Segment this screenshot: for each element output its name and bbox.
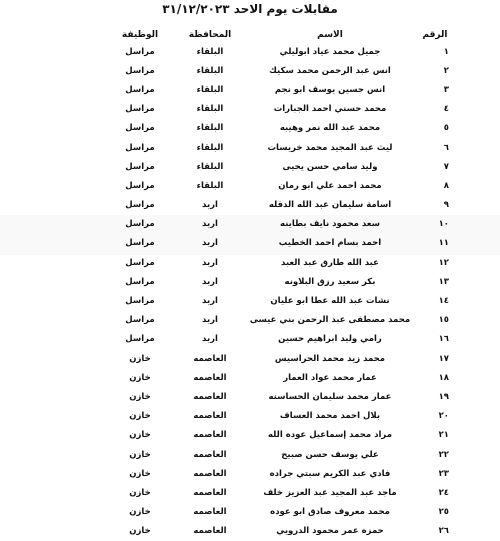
row-job: خازن <box>129 391 151 402</box>
row-job: مراسل <box>125 84 155 95</box>
row-name: احمد بسام احمد الخطيب <box>278 238 382 249</box>
table-row <box>105 138 455 157</box>
row-number: ٦ <box>443 142 449 153</box>
row-name: سعد محمود نايف بطاينه <box>280 219 380 230</box>
row-job: مراسل <box>125 46 155 57</box>
table-row <box>105 61 455 80</box>
row-job: مراسل <box>125 219 155 230</box>
row-name: محمد معروف صادق ابو عوده <box>270 507 390 518</box>
row-name: محمد مصطفى عبد الرحمن بني عيسى <box>249 315 411 326</box>
table-row <box>105 100 455 119</box>
row-governorate: البلقاء <box>196 123 224 134</box>
row-job: مراسل <box>125 180 155 191</box>
row-job: خازن <box>129 411 151 422</box>
row-number: ٣ <box>443 84 449 95</box>
row-governorate: اربد <box>202 257 218 268</box>
row-number: ١٠ <box>438 219 449 230</box>
row-governorate: العاصمه <box>193 372 227 383</box>
row-name: مراد محمد إسماعيل عوده الله <box>268 430 392 441</box>
row-governorate: البلقاء <box>196 84 224 95</box>
row-name: محمد زيد محمد الحراسيس <box>274 353 386 364</box>
row-job: مراسل <box>125 161 155 172</box>
table-row <box>105 119 455 138</box>
row-number: ١٧ <box>438 353 449 364</box>
row-number: ١٣ <box>438 276 449 287</box>
row-name: انس عبد الرحمن محمد سكيك <box>269 65 391 76</box>
table-row <box>105 464 455 483</box>
row-name: علي يوسف حسن صبيح <box>281 449 379 460</box>
row-job: مراسل <box>125 296 155 307</box>
row-governorate: العاصمه <box>193 391 227 402</box>
row-job: خازن <box>129 507 151 518</box>
row-name: بكر سعيد رزق البلاونه <box>284 276 376 287</box>
table-row <box>105 407 455 426</box>
row-name: وليد سامي حسن يحيى <box>282 161 378 172</box>
header-number: الرقم <box>422 30 448 40</box>
row-job: مراسل <box>125 334 155 345</box>
row-name: انس حسين يوسف ابو نجم <box>274 84 386 95</box>
row-number: ١٤ <box>438 296 449 307</box>
row-governorate: اربد <box>202 315 218 326</box>
row-number: ٢٤ <box>438 487 449 498</box>
row-job: مراسل <box>125 123 155 134</box>
row-governorate: اربد <box>202 276 218 287</box>
row-governorate: اربد <box>202 219 218 230</box>
table-row <box>105 42 455 61</box>
table-row <box>105 503 455 522</box>
row-number: ٢٣ <box>438 468 449 479</box>
row-name: عبد الله طارق عبد العبد <box>281 257 379 268</box>
row-governorate: اربد <box>202 296 218 307</box>
row-name: عمار محمد عواد العمار <box>283 372 377 383</box>
row-job: مراسل <box>125 238 155 249</box>
row-governorate: العاصمه <box>193 487 227 498</box>
table-row <box>105 253 455 272</box>
table-row <box>105 349 455 368</box>
row-number: ٢١ <box>438 430 449 441</box>
table-row <box>105 311 455 330</box>
table-row <box>105 291 455 310</box>
row-governorate: العاصمه <box>193 468 227 479</box>
row-number: ٩ <box>443 200 449 211</box>
row-job: خازن <box>129 526 151 537</box>
row-job: خازن <box>129 353 151 364</box>
row-number: ١٨ <box>438 372 449 383</box>
row-governorate: العاصمه <box>193 411 227 422</box>
row-number: ٢ <box>443 65 449 76</box>
row-number: ١١ <box>438 238 449 249</box>
row-number: ١٦ <box>438 334 449 345</box>
row-job: مراسل <box>125 276 155 287</box>
page-title: مقابلات يوم الاحد ٣١/١٢/٢٠٢٣ <box>162 2 338 16</box>
row-governorate: البلقاء <box>196 46 224 57</box>
table-row <box>105 426 455 445</box>
row-governorate: البلقاء <box>196 142 224 153</box>
row-name: ماجد عبد المجيد عبد العزيز خلف <box>263 487 397 498</box>
row-number: ٨ <box>443 180 449 191</box>
row-number: ٤ <box>443 104 449 115</box>
row-job: خازن <box>129 372 151 383</box>
header-name: الاسم <box>317 30 343 40</box>
table-row <box>105 387 455 406</box>
row-governorate: البلقاء <box>196 161 224 172</box>
row-number: ٢٥ <box>438 507 449 518</box>
row-governorate: اربد <box>202 238 218 249</box>
row-name: حمزه عمر محمود الدرويي <box>276 526 384 537</box>
row-name: اسامة سليمان عبد الله الدقله <box>268 200 392 211</box>
row-job: مراسل <box>125 65 155 76</box>
table-row <box>105 522 455 541</box>
header-job: الوظيفة <box>121 30 159 40</box>
table-row <box>105 483 455 502</box>
row-number: ١ <box>443 46 449 57</box>
row-number: ٢٠ <box>438 411 449 422</box>
row-name: نشات عبد الله عطا ابو عليان <box>270 296 390 307</box>
row-job: مراسل <box>125 257 155 268</box>
row-name: فادي عبد الكريم سبتي جراده <box>269 468 391 479</box>
row-job: مراسل <box>125 200 155 211</box>
row-job: خازن <box>129 487 151 498</box>
row-number: ١٥ <box>438 315 449 326</box>
table-row <box>105 234 455 253</box>
interviews-table <box>105 28 455 541</box>
table-row <box>105 330 455 349</box>
row-name: محمد احمد علي ابو رمان <box>278 180 382 191</box>
header-governorate: المحافظة <box>188 30 232 40</box>
row-number: ٧ <box>443 161 449 172</box>
row-job: مراسل <box>125 142 155 153</box>
row-job: خازن <box>129 468 151 479</box>
row-name: بلال احمد محمد العساف <box>279 411 381 422</box>
row-number: ١٢ <box>438 257 449 268</box>
table-row <box>105 80 455 99</box>
row-governorate: اربد <box>202 334 218 345</box>
row-job: مراسل <box>125 315 155 326</box>
row-number: ٢٦ <box>438 526 449 537</box>
table-row <box>105 215 455 234</box>
table-row <box>105 368 455 387</box>
row-governorate: اربد <box>202 200 218 211</box>
table-row <box>105 196 455 215</box>
row-governorate: العاصمه <box>193 449 227 460</box>
row-governorate: البلقاء <box>196 65 224 76</box>
row-name: جميل محمد عياد ابوليلي <box>279 46 381 57</box>
row-job: خازن <box>129 430 151 441</box>
row-governorate: البلقاء <box>196 180 224 191</box>
row-name: رامي وليد ابراهيم حسين <box>278 334 382 345</box>
row-governorate: العاصمه <box>193 430 227 441</box>
row-governorate: البلقاء <box>196 104 224 115</box>
row-name: عمار محمد سليمان الحساسنه <box>268 391 392 402</box>
table-row <box>105 157 455 176</box>
row-name: محمد عبد الله نمر وهيبه <box>279 123 381 134</box>
table-row <box>105 272 455 291</box>
table-row <box>105 176 455 195</box>
table-row <box>105 445 455 464</box>
row-number: ٥ <box>443 123 449 134</box>
row-job: خازن <box>129 449 151 460</box>
row-job: مراسل <box>125 104 155 115</box>
row-number: ٢٢ <box>438 449 449 460</box>
row-name: ليث عبد المجيد محمد خريسات <box>267 142 393 153</box>
table-header-row <box>105 28 455 42</box>
row-number: ١٩ <box>438 391 449 402</box>
row-governorate: العاصمه <box>193 526 227 537</box>
row-name: محمد حسني احمد الجبارات <box>273 104 387 115</box>
row-governorate: العاصمه <box>193 507 227 518</box>
row-governorate: العاصمه <box>193 353 227 364</box>
